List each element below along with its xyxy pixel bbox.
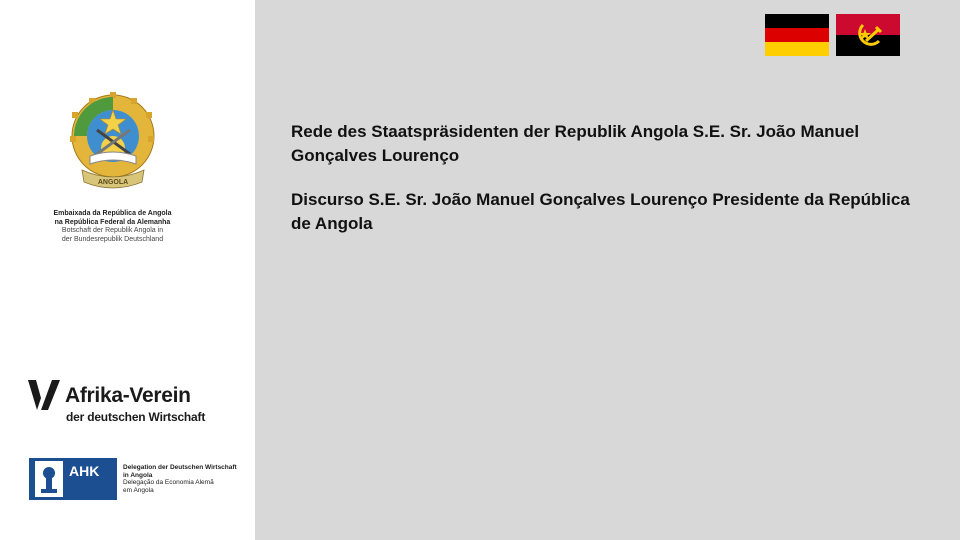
ahk-badge: [29, 458, 117, 500]
afrika-verein-mark-icon: [28, 380, 62, 410]
svg-text:ANGOLA: ANGOLA: [97, 179, 129, 186]
embassy-country-pt: na República Federal da Alemanha: [54, 218, 171, 226]
speech-title-block: [291, 120, 931, 256]
ahk-line-de-2: in Angola: [123, 471, 153, 479]
embassy-country-de: der Bundesrepublik Deutschland: [61, 235, 164, 243]
embassy-name-de: Botschaft der Republik Angola in: [61, 227, 164, 234]
embassy-caption: [20, 210, 205, 244]
ahk-acronym: AHK: [69, 463, 100, 479]
ahk-line-pt-1: Delegação da Economia Alemã: [123, 479, 214, 487]
afrika-verein-logo: [28, 378, 228, 428]
angola-emblem-icon: [64, 92, 162, 192]
ahk-line-pt-2: em Angola: [123, 486, 154, 494]
ahk-caption: [123, 464, 255, 494]
sidebar: [0, 0, 255, 540]
germany-flag-icon: [765, 14, 829, 56]
afrika-verein-name: Afrika-Verein: [65, 384, 191, 407]
microscope-icon: [35, 461, 63, 497]
speech-title-german: Rede des Staatspräsidenten der Republik Angola S.E. Sr. João Manuel Gonçalves Lourenço: [291, 122, 860, 165]
embassy-name-pt: Embaixada da República de Angola: [53, 210, 172, 217]
ahk-line-de-1: Delegation der Deutschen Wirtschaft: [123, 464, 237, 471]
main-panel: [255, 0, 960, 540]
ahk-logo: [29, 458, 253, 502]
afrika-verein-subtitle: der deutschen Wirtschaft: [66, 410, 206, 424]
speech-title-portuguese: Discurso S.E. Sr. João Manuel Gonçalves Lourenço Presidente da República de Angola: [291, 190, 910, 233]
angola-flag-icon: [836, 14, 900, 56]
